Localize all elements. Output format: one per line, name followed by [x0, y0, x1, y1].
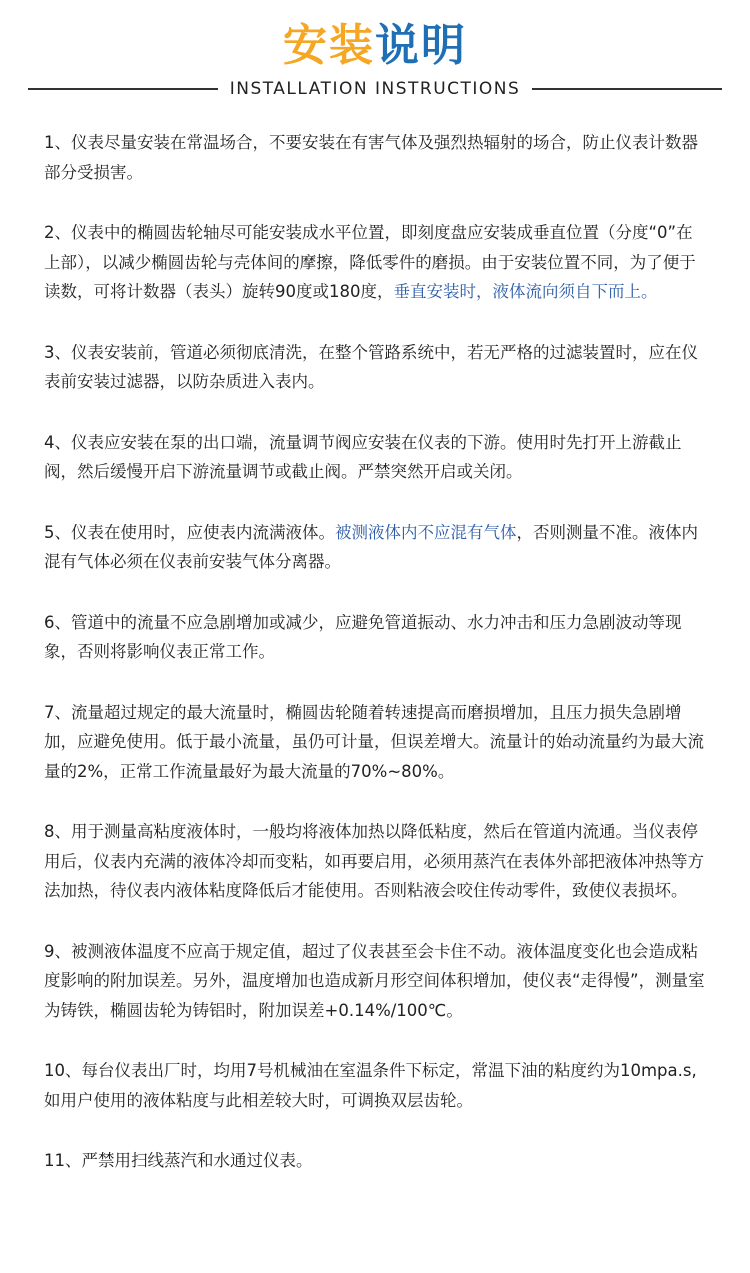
subtitle-row [28, 78, 722, 100]
instruction-11: 11、严禁用扫线蒸汽和水通过仪表。 [44, 1151, 313, 1170]
instruction-1: 1、仪表尽量安装在常温场合，不要安装在有害气体及强烈热辐射的场合，防止仪表计数器部分受损害。 [44, 133, 698, 182]
instruction-8: 8、用于测量高粘度液体时，一般均将液体加热以降低粘度，然后在管道内流通。当仪表停用后，仪表内充满的液体冷却而变粘，如再要启用，必须用蒸汽在表体外部把液体冲热等方法加热，待仪表内液体粘度降低后才能使用。否则粘液会咬住传动零件，致使仪表损坏。 [44, 822, 704, 900]
instruction-7: 7、流量超过规定的最大流量时，椭圆齿轮随着转速提高而磨损增加，且压力损失急剧增加，应避免使用。低于最小流量，虽仍可计量，但误差增大。流量计的始动流量约为最大流量的2%，正常工作流量最好为最大流量的70%~80%。 [44, 702, 704, 781]
title-part-orange: 安装 [283, 20, 375, 71]
page-title [0, 16, 750, 76]
instruction-6: 6、管道中的流量不应急剧增加或减少，应避免管道振动、水力冲击和压力急剧波动等现象，否则将影响仪表正常工作。 [44, 612, 682, 661]
instruction-9: 9、被测液体温度不应高于规定值，超过了仪表甚至会卡住不动。液体温度变化也会造成粘度影响的附加误差。另外，温度增加也造成新月形空间体积增加，使仪表“走得慢”，测量室为铸铁，椭圆齿轮为铸铝时，附加误差+0.14%/100℃。 [44, 941, 705, 1020]
instruction-2 [44, 218, 708, 307]
instruction-10: 10、每台仪表出厂时，均用7号机械油在室温条件下标定，常温下油的粘度约为10mpa.s,如用户使用的液体粘度与此相差较大时，可调换双层齿轮。 [44, 1061, 697, 1110]
instruction-3: 3、仪表安装前，管道必须彻底清洗，在整个管路系统中，若无严格的过滤装置时，应在仪表前安装过滤器，以防杂质进入表内。 [44, 342, 698, 391]
instruction-4: 4、仪表应安装在泵的出口端，流量调节阀应安装在仪表的下游。使用时先打开上游截止阀，然后缓慢开启下游流量调节或截止阀。严禁突然开启或关闭。 [44, 432, 682, 481]
left-divider [28, 88, 218, 90]
instruction-5 [44, 518, 708, 577]
page-subtitle: INSTALLATION INSTRUCTIONS [229, 79, 521, 99]
instruction-5-tail: ，否则测量不准。液体内混有气体必须在仪表前安装气体分离器。 [44, 522, 698, 571]
instruction-5-highlight: 被测液体内不应混有气体 [335, 522, 517, 542]
title-part-blue: 说明 [375, 20, 467, 71]
instructions-list [44, 128, 708, 1207]
instruction-2-highlight: 垂直安装时，液体流向须自下而上。 [393, 282, 658, 301]
instruction-2-text: 2、仪表中的椭圆齿轮轴尽可能安装成水平位置，即刻度盘应安装成垂直位置（分度“0”在上部），以减少椭圆齿轮与壳体间的摩擦，降低零件的磨损。由于安装位置不同，为了便于读数，可将计数器（表头）旋转90度或180度， [44, 223, 696, 301]
instruction-5-text: 5、仪表在使用时，应使表内流满液体。 [44, 522, 335, 542]
right-divider [532, 88, 722, 90]
